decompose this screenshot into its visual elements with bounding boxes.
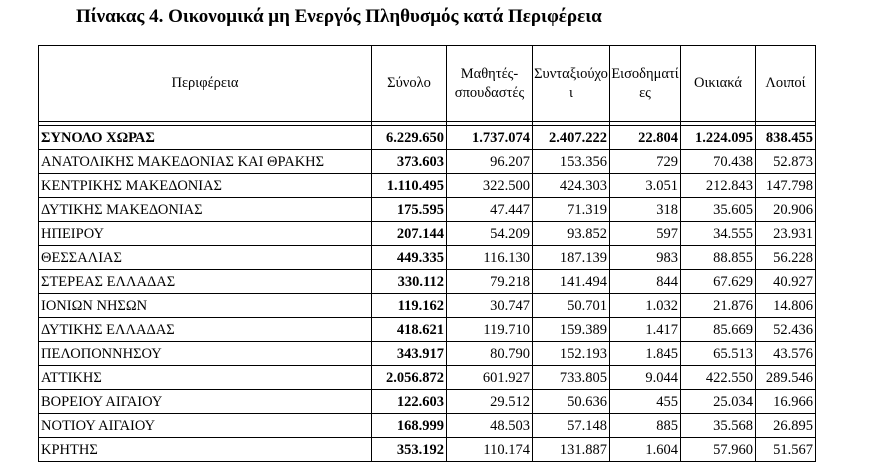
cell-total: 353.192: [372, 438, 447, 462]
header-pensioners: Συνταξιούχοι: [533, 46, 610, 122]
cell-rentiers: 885: [610, 414, 681, 438]
cell-others: 14.806: [756, 294, 816, 318]
cell-total: 207.144: [372, 222, 447, 246]
table-row: [39, 246, 816, 270]
table-row: [39, 174, 816, 198]
cell-others: 23.931: [756, 222, 816, 246]
cell-region: ΘΕΣΣΑΛΙΑΣ: [39, 246, 372, 270]
cell-total: 449.335: [372, 246, 447, 270]
cell-pensioners: 93.852: [533, 222, 610, 246]
cell-household: 35.605: [681, 198, 756, 222]
cell-household: 65.513: [681, 342, 756, 366]
cell-students: 116.130: [447, 246, 533, 270]
cell-total: 330.112: [372, 270, 447, 294]
header-students: Μαθητές-σπουδαστές: [447, 46, 533, 122]
cell-pensioners: 152.193: [533, 342, 610, 366]
cell-others: 51.567: [756, 438, 816, 462]
table-row: [39, 198, 816, 222]
cell-rentiers: 9.044: [610, 366, 681, 390]
cell-students: 47.447: [447, 198, 533, 222]
table-row: [39, 222, 816, 246]
cell-household: 422.550: [681, 366, 756, 390]
cell-region: ΗΠΕΙΡΟΥ: [39, 222, 372, 246]
cell-household: 67.629: [681, 270, 756, 294]
cell-household: 34.555: [681, 222, 756, 246]
table-header: [39, 46, 816, 126]
cell-others: 838.455: [756, 126, 816, 150]
cell-students: 322.500: [447, 174, 533, 198]
cell-household: 88.855: [681, 246, 756, 270]
cell-region: ΣΥΝΟΛΟ ΧΩΡΑΣ: [39, 126, 372, 150]
cell-household: 35.568: [681, 414, 756, 438]
cell-others: 147.798: [756, 174, 816, 198]
cell-pensioners: 131.887: [533, 438, 610, 462]
cell-total: 119.162: [372, 294, 447, 318]
cell-total: 343.917: [372, 342, 447, 366]
table-row: [39, 390, 816, 414]
cell-students: 601.927: [447, 366, 533, 390]
cell-region: ΒΟΡΕΙΟΥ ΑΙΓΑΙΟΥ: [39, 390, 372, 414]
table-row: [39, 342, 816, 366]
cell-pensioners: 2.407.222: [533, 126, 610, 150]
cell-students: 30.747: [447, 294, 533, 318]
cell-household: 85.669: [681, 318, 756, 342]
cell-region: ΔΥΤΙΚΗΣ ΕΛΛΑΔΑΣ: [39, 318, 372, 342]
table-row: [39, 438, 816, 462]
cell-students: 79.218: [447, 270, 533, 294]
cell-pensioners: 141.494: [533, 270, 610, 294]
cell-others: 40.927: [756, 270, 816, 294]
cell-total: 6.229.650: [372, 126, 447, 150]
cell-pensioners: 71.319: [533, 198, 610, 222]
cell-region: ΑΤΤΙΚΗΣ: [39, 366, 372, 390]
table-row: [39, 414, 816, 438]
cell-others: 52.873: [756, 150, 816, 174]
table-row: [39, 294, 816, 318]
cell-region: ΣΤΕΡΕΑΣ ΕΛΛΑΔΑΣ: [39, 270, 372, 294]
cell-rentiers: 455: [610, 390, 681, 414]
cell-pensioners: 187.139: [533, 246, 610, 270]
cell-rentiers: 1.604: [610, 438, 681, 462]
cell-others: 52.436: [756, 318, 816, 342]
cell-others: 16.966: [756, 390, 816, 414]
header-others: Λοιποί: [756, 46, 816, 122]
cell-students: 110.174: [447, 438, 533, 462]
cell-household: 21.876: [681, 294, 756, 318]
cell-students: 54.209: [447, 222, 533, 246]
cell-students: 80.790: [447, 342, 533, 366]
cell-region: ΚΕΝΤΡΙΚΗΣ ΜΑΚΕΔΟΝΙΑΣ: [39, 174, 372, 198]
cell-total: 1.110.495: [372, 174, 447, 198]
cell-household: 25.034: [681, 390, 756, 414]
cell-total: 122.603: [372, 390, 447, 414]
cell-household: 212.843: [681, 174, 756, 198]
cell-others: 289.546: [756, 366, 816, 390]
cell-pensioners: 424.303: [533, 174, 610, 198]
cell-rentiers: 3.051: [610, 174, 681, 198]
cell-pensioners: 57.148: [533, 414, 610, 438]
table-row: [39, 270, 816, 294]
cell-students: 29.512: [447, 390, 533, 414]
cell-rentiers: 318: [610, 198, 681, 222]
cell-rentiers: 597: [610, 222, 681, 246]
cell-pensioners: 153.356: [533, 150, 610, 174]
header-household: Οικιακά: [681, 46, 756, 122]
cell-rentiers: 1.032: [610, 294, 681, 318]
cell-total: 168.999: [372, 414, 447, 438]
cell-others: 43.576: [756, 342, 816, 366]
table-row: [39, 150, 816, 174]
cell-total: 373.603: [372, 150, 447, 174]
regional-population-table: [38, 45, 816, 462]
header-total: Σύνολο: [372, 46, 447, 122]
cell-household: 70.438: [681, 150, 756, 174]
cell-pensioners: 50.636: [533, 390, 610, 414]
cell-rentiers: 983: [610, 246, 681, 270]
cell-pensioners: 733.805: [533, 366, 610, 390]
table-row-country-total: [39, 126, 816, 150]
cell-rentiers: 1.845: [610, 342, 681, 366]
table-row: [39, 366, 816, 390]
cell-students: 48.503: [447, 414, 533, 438]
table-row: [39, 318, 816, 342]
cell-others: 26.895: [756, 414, 816, 438]
cell-rentiers: 22.804: [610, 126, 681, 150]
cell-others: 20.906: [756, 198, 816, 222]
cell-rentiers: 844: [610, 270, 681, 294]
cell-region: ΔΥΤΙΚΗΣ ΜΑΚΕΔΟΝΙΑΣ: [39, 198, 372, 222]
cell-pensioners: 159.389: [533, 318, 610, 342]
header-rentiers: Εισοδηματίες: [610, 46, 681, 122]
cell-region: ΙΟΝΙΩΝ ΝΗΣΩΝ: [39, 294, 372, 318]
cell-household: 1.224.095: [681, 126, 756, 150]
cell-region: ΝΟΤΙΟΥ ΑΙΓΑΙΟΥ: [39, 414, 372, 438]
cell-region: ΚΡΗΤΗΣ: [39, 438, 372, 462]
cell-total: 175.595: [372, 198, 447, 222]
cell-region: ΠΕΛΟΠΟΝΝΗΣΟΥ: [39, 342, 372, 366]
cell-total: 418.621: [372, 318, 447, 342]
cell-rentiers: 729: [610, 150, 681, 174]
cell-students: 96.207: [447, 150, 533, 174]
page-title: Πίνακας 4. Οικονομικά μη Ενεργός Πληθυσμός κατά Περιφέρεια: [76, 6, 602, 27]
cell-region: ΑΝΑΤΟΛΙΚΗΣ ΜΑΚΕΔΟΝΙΑΣ ΚΑΙ ΘΡΑΚΗΣ: [39, 150, 372, 174]
cell-total: 2.056.872: [372, 366, 447, 390]
cell-pensioners: 50.701: [533, 294, 610, 318]
cell-household: 57.960: [681, 438, 756, 462]
header-region: Περιφέρεια: [39, 46, 372, 122]
cell-rentiers: 1.417: [610, 318, 681, 342]
cell-others: 56.228: [756, 246, 816, 270]
table-body: [39, 126, 816, 462]
cell-students: 1.737.074: [447, 126, 533, 150]
cell-students: 119.710: [447, 318, 533, 342]
